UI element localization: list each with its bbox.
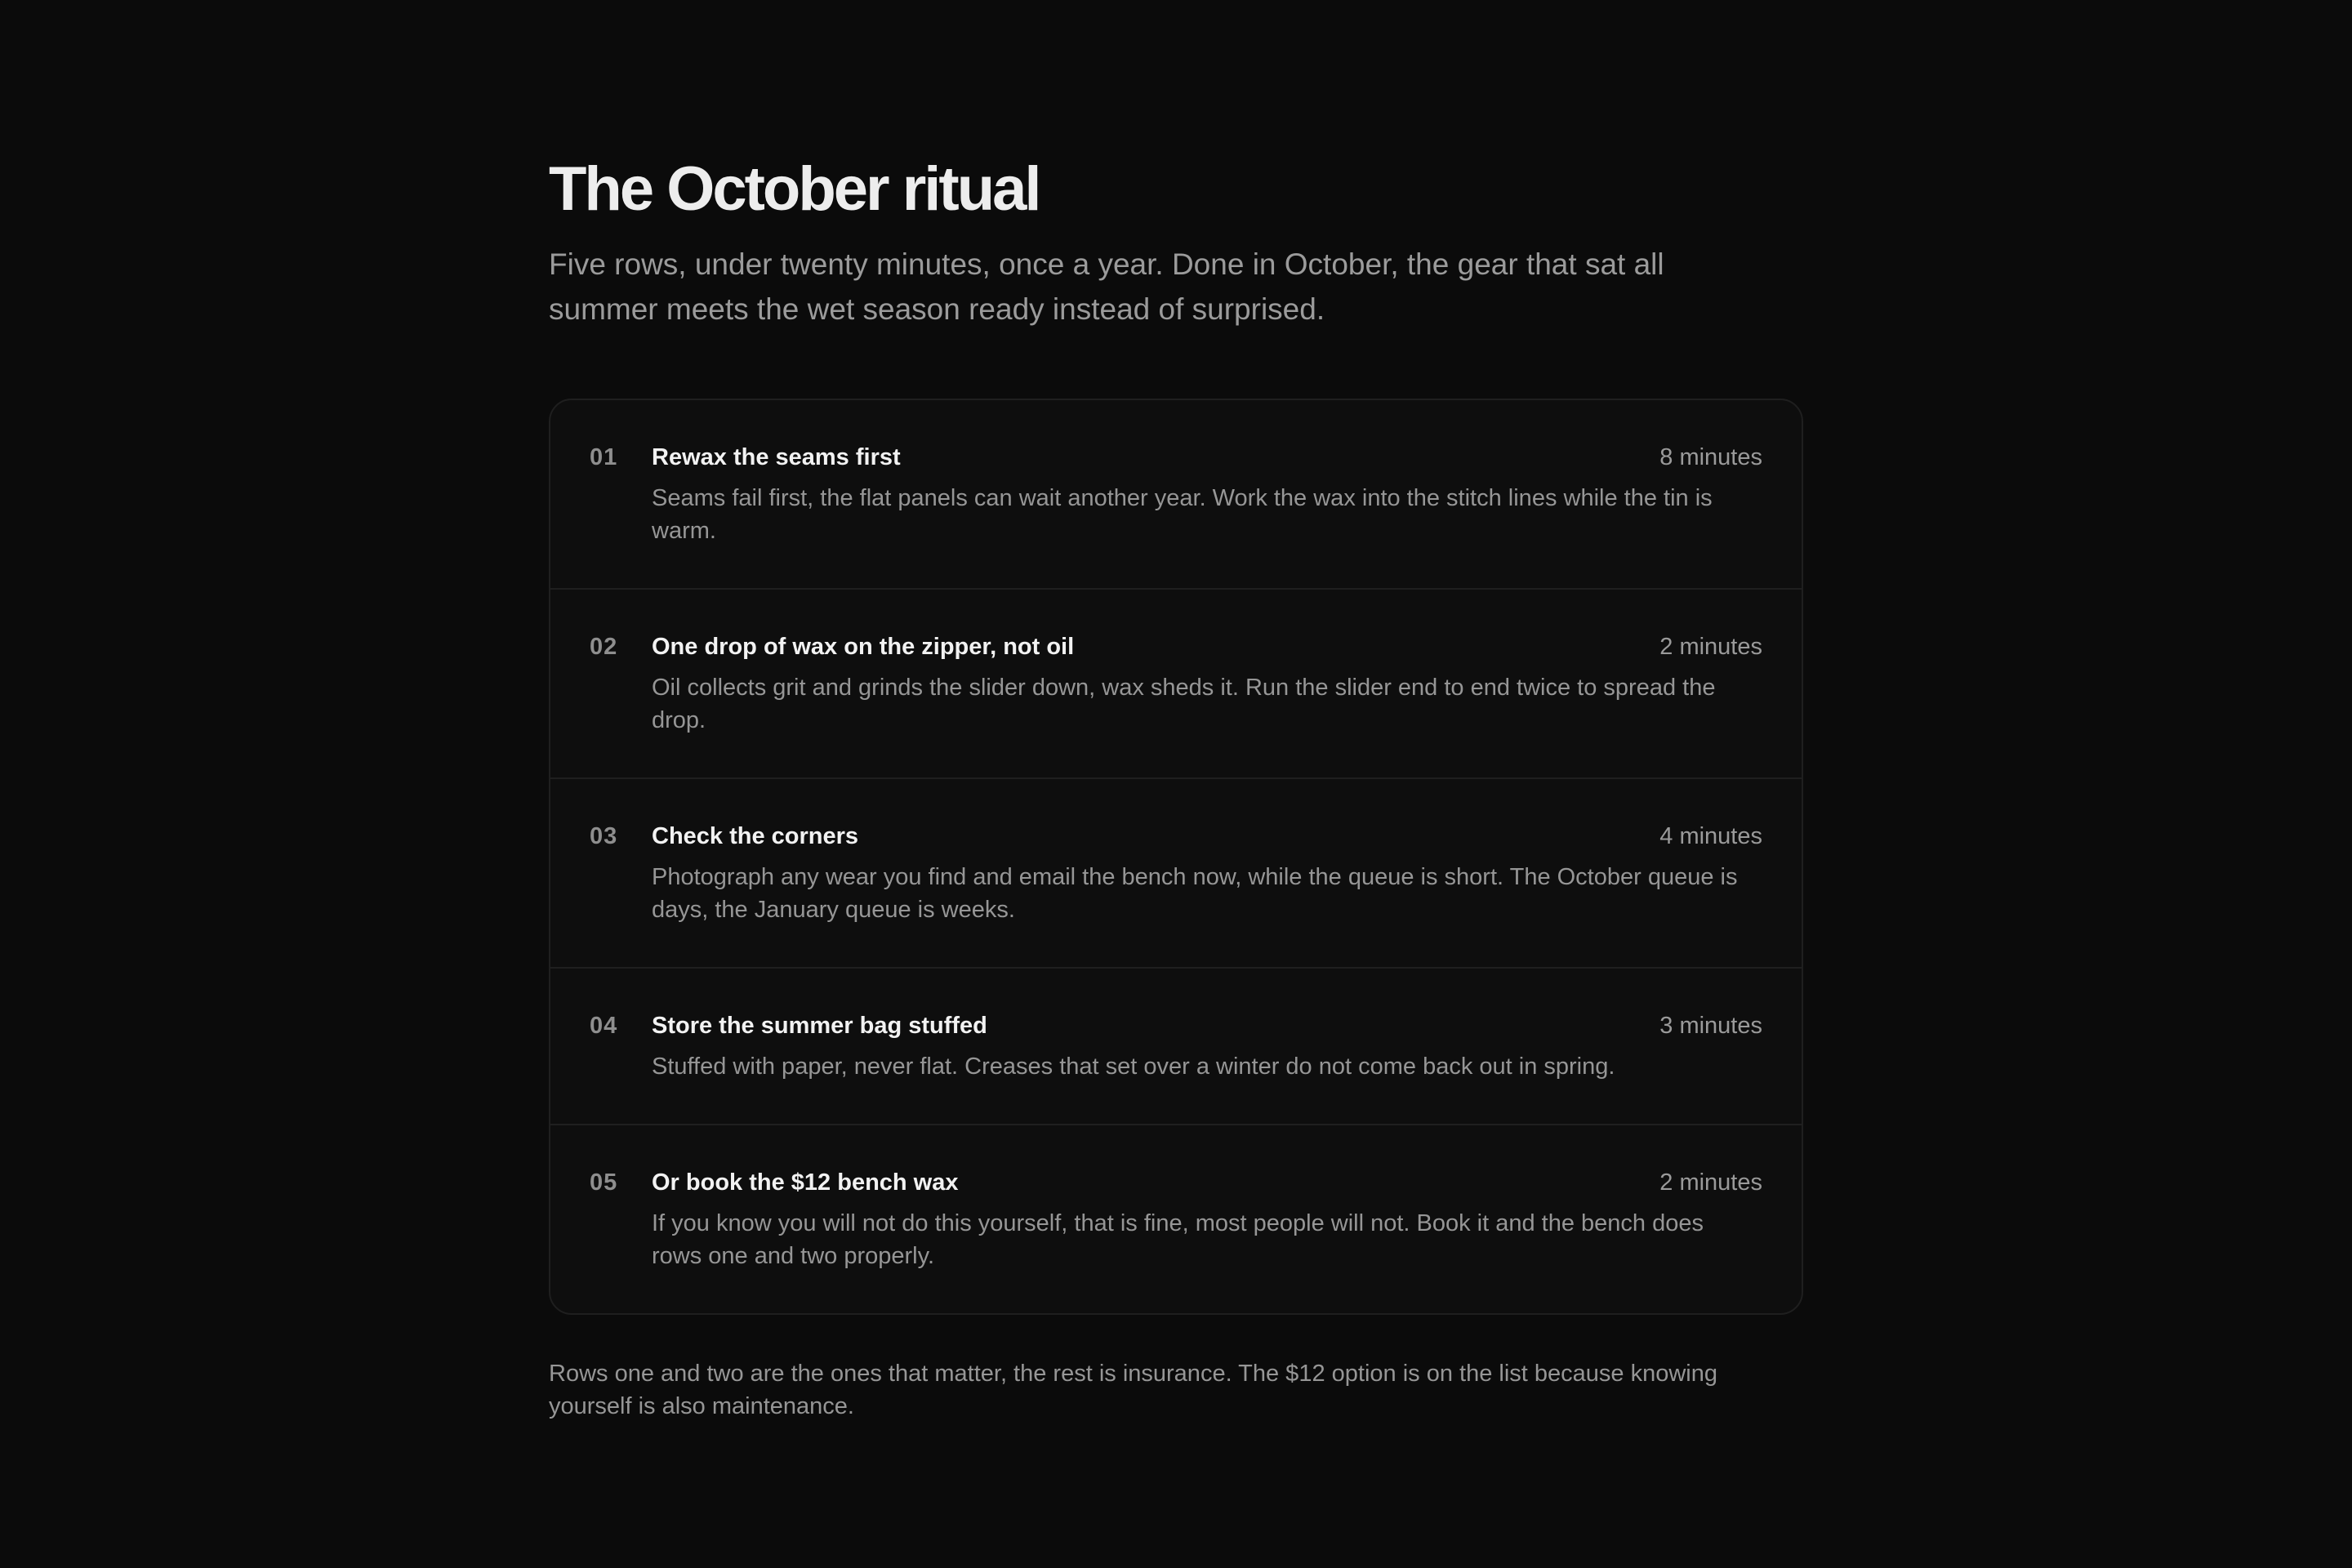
list-item: [550, 588, 1802, 777]
steps-list: [549, 399, 1803, 1315]
step-description: Stuffed with paper, never flat. Creases that set over a winter do not come back out in spring.: [652, 1054, 1615, 1080]
step-number: 05: [590, 1169, 618, 1196]
step-number: 03: [590, 823, 618, 849]
step-duration: 4 minutes: [1659, 823, 1762, 849]
list-item: [550, 967, 1802, 1124]
step-header: [652, 1166, 1762, 1199]
page-title: The October ritual: [549, 154, 1040, 224]
step-description: Photograph any wear you find and email the bench now, while the queue is short. The October queue is days, the January queue is weeks.: [652, 864, 1738, 923]
step-duration: 8 minutes: [1659, 444, 1762, 470]
step-duration: 3 minutes: [1659, 1013, 1762, 1039]
step-duration: 2 minutes: [1659, 634, 1762, 660]
list-item: [550, 777, 1802, 967]
step-number: 04: [590, 1013, 618, 1039]
list-item: [550, 1124, 1802, 1313]
step-description: Seams fail first, the flat panels can wait another year. Work the wax into the stitch lines while the tin is warm.: [652, 485, 1713, 544]
step-description: Oil collects grit and grinds the slider down, wax sheds it. Run the slider end to end twice to spread the drop.: [652, 675, 1716, 733]
step-number: 01: [590, 444, 618, 470]
step-title: Check the corners: [652, 823, 859, 849]
step-number: 02: [590, 634, 618, 660]
step-title: Or book the $12 bench wax: [652, 1169, 959, 1196]
step-header: [652, 441, 1762, 474]
step-header: [652, 820, 1762, 853]
step-title: Store the summer bag stuffed: [652, 1013, 987, 1039]
article: [549, 155, 1803, 1423]
list-item: [550, 400, 1802, 588]
step-duration: 2 minutes: [1659, 1169, 1762, 1196]
step-header: [652, 630, 1762, 663]
step-description: If you know you will not do this yourself, that is fine, most people will not. Book it and the bench does rows one and two properly.: [652, 1210, 1704, 1269]
step-header: [652, 1009, 1762, 1042]
footnote: Rows one and two are the ones that matter, the rest is insurance. The $12 option is on the list because knowing yourself is also maintenance.: [549, 1361, 1717, 1419]
intro-paragraph: Five rows, under twenty minutes, once a year. Done in October, the gear that sat all summer meets the wet season ready instead of surprised.: [549, 247, 1664, 326]
step-title: One drop of wax on the zipper, not oil: [652, 634, 1075, 660]
step-title: Rewax the seams first: [652, 444, 901, 470]
